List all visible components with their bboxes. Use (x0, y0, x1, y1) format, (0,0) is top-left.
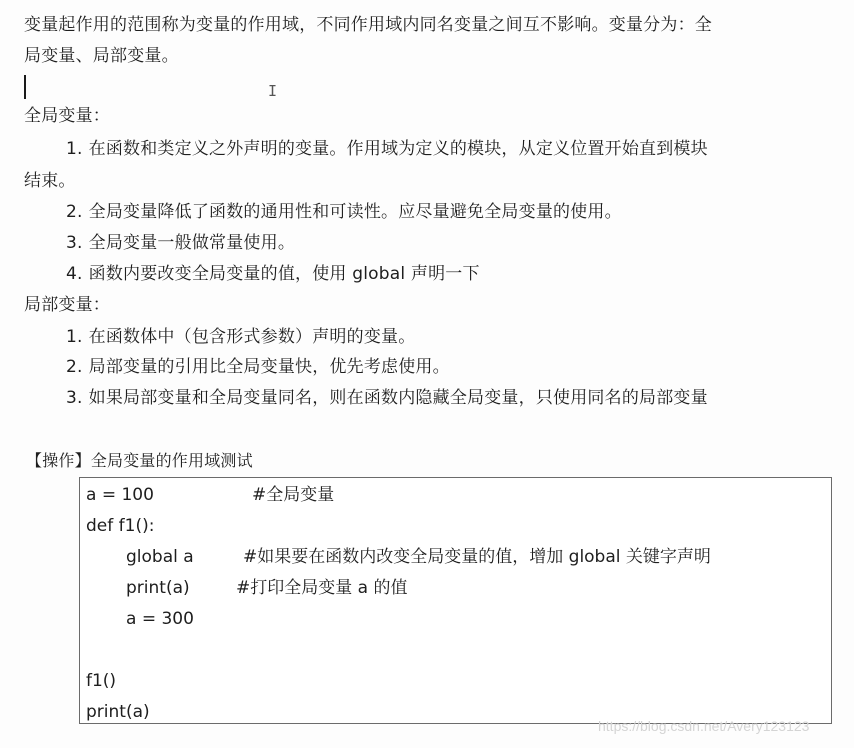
local-item-3 (66, 386, 708, 410)
intro-line-2: 局变量、局部变量。 (24, 46, 179, 66)
global-item-2 (66, 200, 622, 224)
code-block (79, 477, 832, 724)
local-item-1-text: 在函数体中（包含形式参数）声明的变量。 (88, 327, 416, 347)
ibeam-cursor-icon: I (268, 82, 278, 100)
global-item-1-text: 在函数和类定义之外声明的变量。作用域为定义的模块，从定义位置开始直到模块 (88, 139, 708, 159)
code-line-5: a = 300 (126, 609, 194, 629)
intro-line-1: 变量起作用的范围称为变量的作用域，不同作用域内同名变量之间互不影响。变量分为：全 (24, 15, 712, 35)
code-comment-2: #如果要在函数内改变全局变量的值，增加 global 关键字声明 (243, 547, 711, 567)
global-heading: 全局变量： (24, 106, 110, 126)
code-line-2: def f1(): (86, 516, 155, 536)
code-line-3: global a (126, 547, 194, 567)
global-item-4-number: 4. (66, 264, 83, 284)
global-item-4-text: 函数内要改变全局变量的值，使用 global 声明一下 (88, 264, 480, 284)
code-line-7: print(a) (86, 702, 150, 722)
code-comment-3: #打印全局变量 a 的值 (236, 578, 408, 598)
local-item-3-number: 3. (66, 388, 83, 408)
local-item-1 (66, 325, 415, 349)
local-item-2-number: 2. (66, 357, 83, 377)
code-line-4: print(a) (126, 578, 190, 598)
global-item-3 (66, 231, 295, 255)
global-item-2-number: 2. (66, 202, 83, 222)
watermark-text: https://blog.csdn.net/Avery123123 (598, 718, 810, 734)
local-item-3-text: 如果局部变量和全局变量同名，则在函数内隐藏全局变量，只使用同名的局部变量 (88, 388, 708, 408)
local-item-2 (66, 355, 450, 379)
local-item-2-text: 局部变量的引用比全局变量快，优先考虑使用。 (88, 357, 450, 377)
code-line-6: f1() (86, 671, 117, 691)
operation-title: 【操作】全局变量的作用域测试 (26, 451, 253, 470)
code-comment-1: #全局变量 (252, 485, 335, 505)
global-item-4 (66, 262, 480, 286)
global-item-3-text: 全局变量一般做常量使用。 (88, 233, 296, 253)
local-heading: 局部变量： (24, 295, 110, 315)
global-item-1-continuation: 结束。 (24, 171, 76, 191)
text-cursor (24, 75, 26, 99)
global-item-1 (66, 137, 708, 161)
global-item-1-number: 1. (66, 139, 83, 159)
global-item-3-number: 3. (66, 233, 83, 253)
code-line-1: a = 100 (86, 485, 154, 505)
global-item-2-text: 全局变量降低了函数的通用性和可读性。应尽量避免全局变量的使用。 (88, 202, 622, 222)
local-item-1-number: 1. (66, 327, 83, 347)
